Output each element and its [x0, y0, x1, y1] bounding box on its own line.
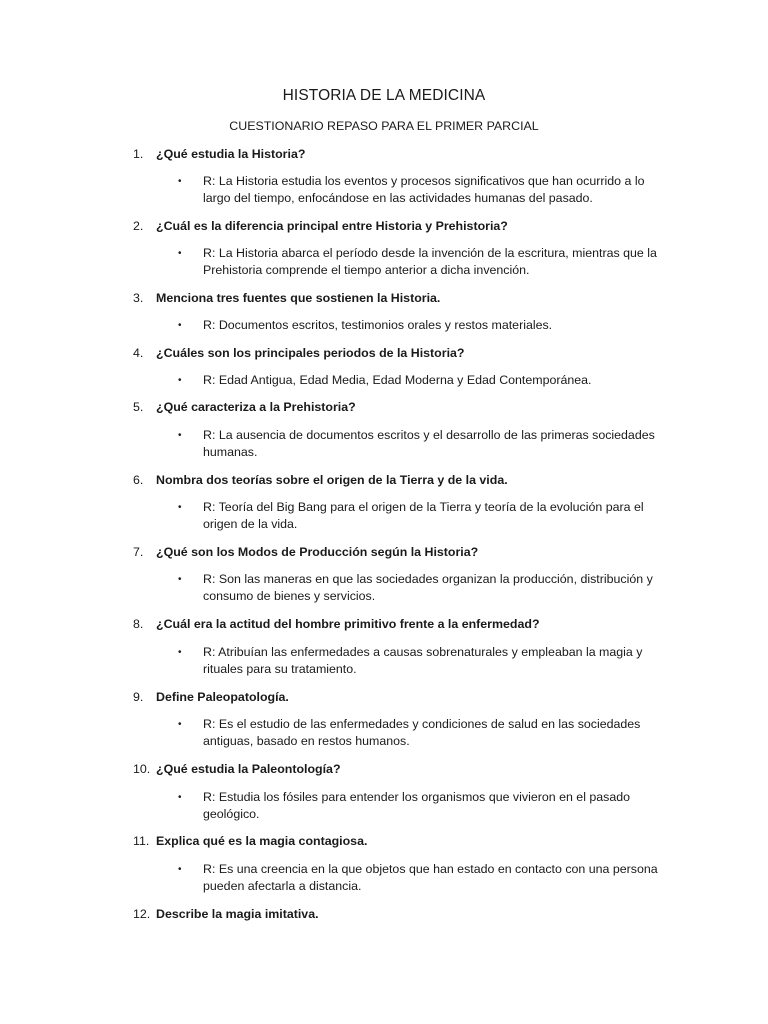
question-number: 7.	[133, 545, 144, 559]
bullet-icon: •	[178, 375, 182, 386]
question-number: 5.	[133, 400, 144, 414]
question-text: Describe la magia imitativa.	[156, 907, 319, 921]
question-number: 12.	[133, 907, 151, 921]
answer-text: R: Son las maneras en que las sociedades organizan la producción, distribución y consumo de bienes y servicios.	[203, 572, 653, 604]
question-text: ¿Cuáles son los principales periodos de la Historia?	[156, 346, 465, 360]
answer-item	[178, 644, 663, 679]
question-number: 1.	[133, 147, 144, 161]
bullet-icon: •	[178, 647, 182, 658]
question-text: ¿Qué son los Modos de Producción según la Historia?	[156, 545, 479, 559]
answer-text: R: Teoría del Big Bang para el origen de la Tierra y teoría de la evolución para el origen de la vida.	[203, 500, 644, 532]
question-number: 9.	[133, 690, 144, 704]
answer-item	[178, 789, 663, 824]
answer-text: R: Estudia los fósiles para entender los organismos que vivieron en el pasado geológico.	[203, 790, 631, 822]
bullet-icon: •	[178, 502, 182, 513]
bullet-icon: •	[178, 176, 182, 187]
question-number: 3.	[133, 291, 144, 305]
answer-text: R: Documentos escritos, testimonios orales y restos materiales.	[203, 318, 553, 332]
question-text: Define Paleopatología.	[156, 690, 289, 704]
bullet-icon: •	[178, 792, 182, 803]
answer-item	[178, 861, 663, 896]
document-title: HISTORIA DE LA MEDICINA	[282, 87, 486, 104]
question-text: ¿Qué estudia la Historia?	[156, 147, 306, 161]
bullet-icon: •	[178, 719, 182, 730]
document-subtitle: CUESTIONARIO REPASO PARA EL PRIMER PARCIAL	[229, 119, 539, 133]
answer-item	[178, 499, 663, 534]
question-number: 4.	[133, 346, 144, 360]
answer-item	[178, 245, 663, 280]
bullet-icon: •	[178, 320, 182, 331]
question-text: ¿Qué caracteriza a la Prehistoria?	[156, 400, 356, 414]
answer-text: R: La Historia abarca el período desde la invención de la escritura, mientras que la Prehistoria comprende el tiempo anterior a dicha invención.	[203, 246, 657, 278]
question-number: 6.	[133, 473, 144, 487]
answer-item	[178, 571, 663, 606]
question-text: Menciona tres fuentes que sostienen la Historia.	[156, 291, 441, 305]
question-text: Nombra dos teorías sobre el origen de la Tierra y de la vida.	[156, 473, 508, 487]
question-number: 10.	[133, 762, 151, 776]
answer-item	[178, 372, 663, 389]
bullet-icon: •	[178, 430, 182, 441]
question-text: ¿Cuál es la diferencia principal entre Historia y Prehistoria?	[156, 219, 508, 233]
answer-text: R: Es una creencia en la que objetos que han estado en contacto con una persona pueden afectarla a distancia.	[203, 862, 658, 894]
answer-text: R: Atribuían las enfermedades a causas sobrenaturales y empleaban la magia y rituales para su tratamiento.	[203, 645, 643, 677]
answer-item	[178, 427, 663, 462]
question-text: Explica qué es la magia contagiosa.	[156, 834, 368, 848]
answer-item	[178, 173, 663, 208]
question-number: 8.	[133, 617, 144, 631]
question-number: 2.	[133, 219, 144, 233]
answer-item	[178, 716, 663, 751]
question-text: ¿Cuál era la actitud del hombre primitivo frente a la enfermedad?	[156, 617, 540, 631]
answer-text: R: Es el estudio de las enfermedades y condiciones de salud en las sociedades antiguas, basado en restos humanos.	[203, 717, 641, 749]
answer-text: R: La ausencia de documentos escritos y el desarrollo de las primeras sociedades humanas.	[203, 428, 655, 460]
answer-text: R: Edad Antigua, Edad Media, Edad Moderna y Edad Contemporánea.	[203, 373, 592, 387]
answer-text: R: La Historia estudia los eventos y procesos significativos que han ocurrido a lo largo del tiempo, enfocándose en las actividades humanas del pasado.	[203, 174, 645, 206]
answer-item	[178, 317, 663, 334]
question-number: 11.	[133, 834, 150, 848]
bullet-icon: •	[178, 574, 182, 585]
question-text: ¿Qué estudia la Paleontología?	[156, 762, 341, 776]
bullet-icon: •	[178, 864, 182, 875]
bullet-icon: •	[178, 248, 182, 259]
